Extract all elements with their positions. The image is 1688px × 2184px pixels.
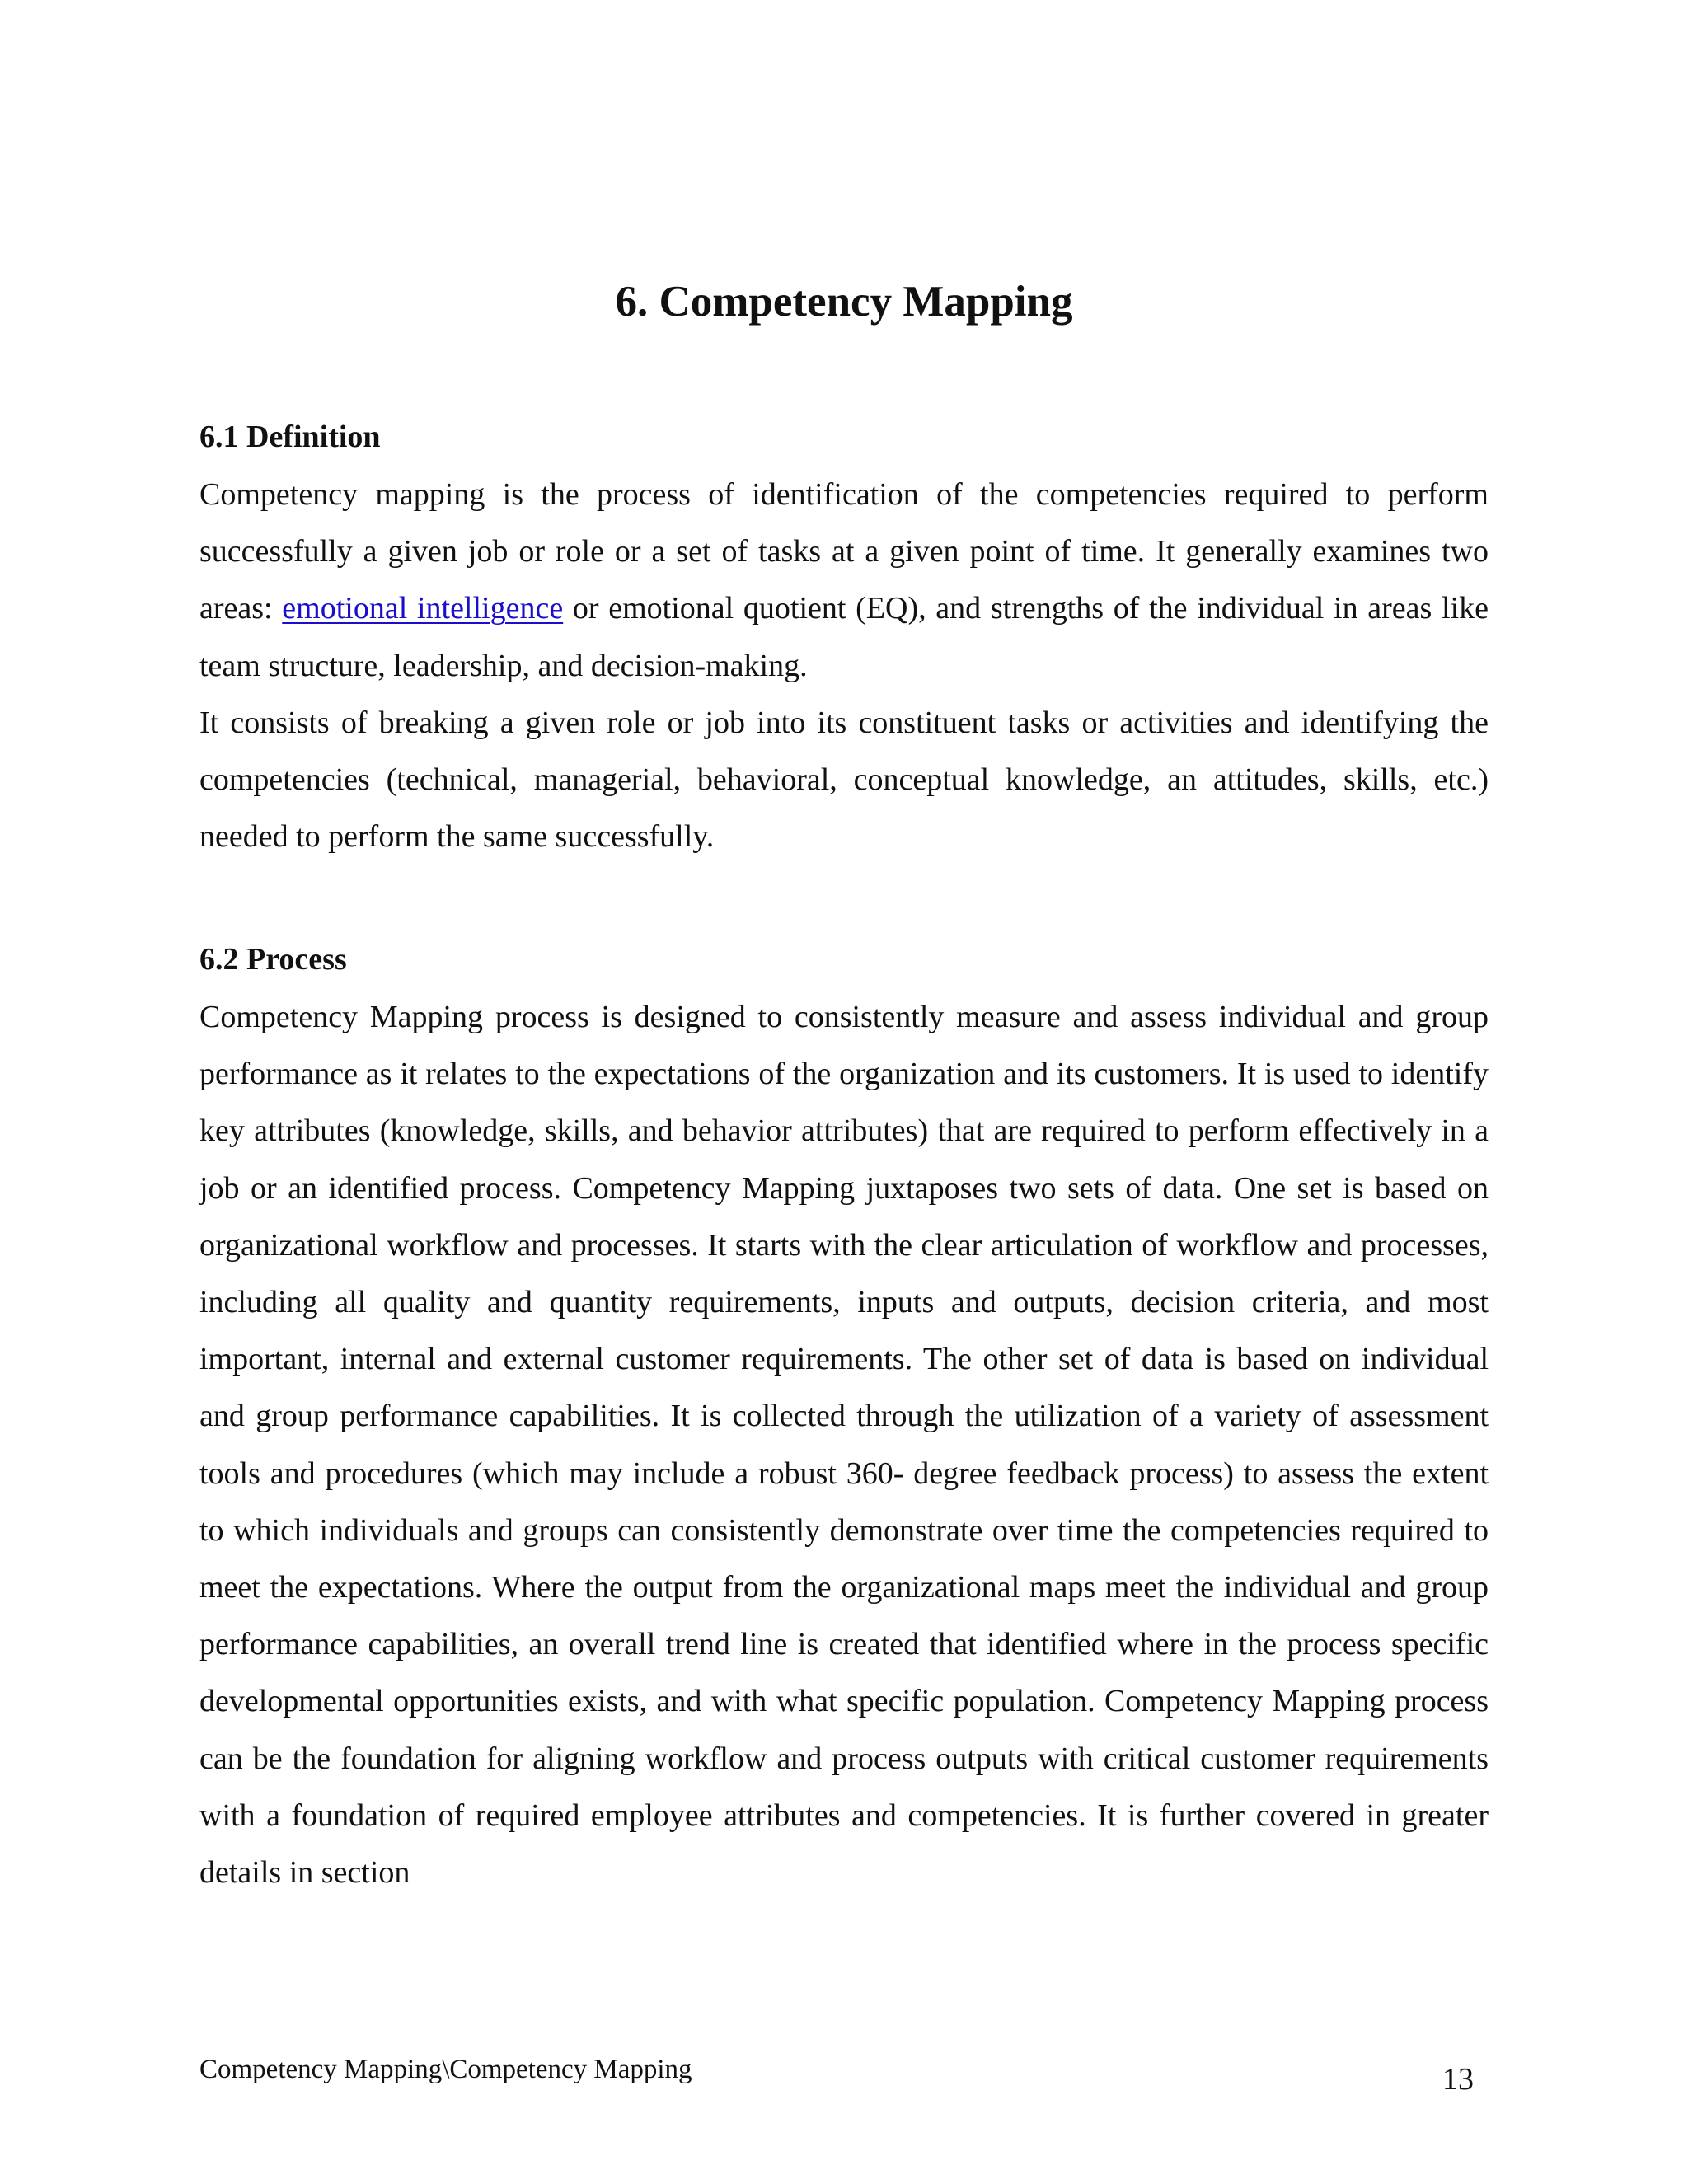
section-heading-definition: 6.1 Definition (199, 419, 381, 454)
section-heading-process: 6.2 Process (199, 942, 347, 977)
emotional-intelligence-link[interactable]: emotional intelligence (282, 591, 564, 626)
footer-document-path: Competency Mapping\Competency Mapping (199, 2055, 692, 2084)
process-paragraph: Competency Mapping process is designed to consistently measure and assess individual and group performance as it relates to the expectations of the organization and its customers. It is used to identify key attributes (knowledge, skills, and behavior attributes) that are required to perform effectively in a job or an identified process. Competency Mapping juxtaposes two sets of data. One set is based on organizational workflow and processes. It starts with the clear articulation of workflow and processes, including all quality and quantity requirements, inputs and outputs, decision criteria, and most important, internal and external customer requirements. The other set of data is based on individual and group performance capabilities. It is collected through the utilization of a variety of assessment tools and procedures (which may include a robust 360- degree feedback process) to assess the extent to which individuals and groups can consistently demonstrate over time the competencies required to meet the expectations. Where the output from the organizational maps meet the individual and group performance capabilities, an overall trend line is created that identified where in the process specific developmental opportunities exists, and with what specific population. Competency Mapping process can be the foundation for aligning workflow and process outputs with critical customer requirements with a foundation of required employee attributes and competencies. It is further covered in greater details in section (199, 1000, 1489, 1891)
definition-paragraph-1 (199, 466, 1489, 695)
definition-paragraph-2: It consists of breaking a given role or job into its constituent tasks or activities and identifying the competencies (technical, managerial, behavioral, conceptual knowledge, an attitudes, skills, etc.) needed to perform the same successfully. (199, 705, 1489, 855)
chapter-title: 6. Competency Mapping (615, 278, 1073, 326)
page-number: 13 (1442, 2062, 1474, 2097)
definition-text-before-link: Competency mapping is the process of identification of the competencies required to perform successfully a given job or role or a set of tasks at a given point of time. It generally examines two areas: (199, 477, 1489, 626)
definition-text-after-link: or emotional quotient (EQ), and strengths of the individual in areas like team structure, leadership, and decision-making. (199, 591, 1489, 683)
